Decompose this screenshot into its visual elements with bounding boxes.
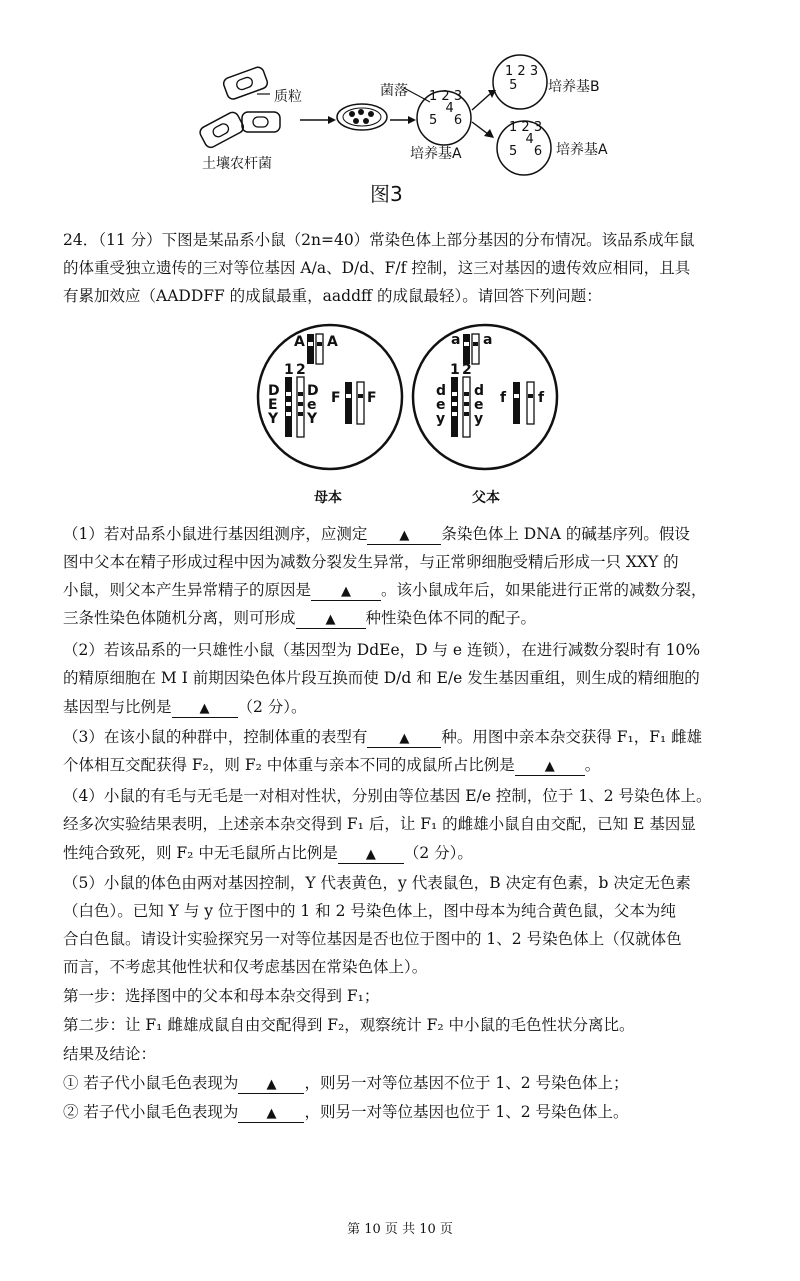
gene-label: D E Y	[268, 383, 280, 427]
figure3-title: 图3	[370, 182, 403, 206]
bacteria-cell	[198, 110, 245, 149]
answer-blank[interactable]: ▲	[172, 701, 238, 718]
gene-label: d e y	[474, 383, 485, 427]
q5-line: （白色）。已知 Y 与 y 位于图中的 1 和 2 号染色体上，图中母本为纯合黄色鼠，父本为纯	[63, 902, 676, 920]
plasmid-label: 质粒	[274, 89, 302, 105]
dish-number: 1	[429, 89, 438, 104]
q5-line: 结果及结论：	[63, 1045, 157, 1063]
dish-number: 2	[441, 89, 450, 104]
q5-line: 第二步：让 F₁ 雌雄成鼠自由交配得到 F₂，观察统计 F₂ 中小鼠的毛色性状分离比。	[63, 1016, 635, 1034]
answer-blank[interactable]: ▲	[311, 584, 381, 601]
answer-blank[interactable]: ▲	[238, 1077, 304, 1094]
q1-line: 图中父本在精子形成过程中因为减数分裂发生异常，与正常卵细胞受精后形成一只 XXY 的	[63, 553, 679, 571]
q4-line: 性纯合致死，则 F₂ 中无毛鼠所占比例是 ▲ （2 分）。	[63, 844, 473, 862]
gene-label: a	[483, 332, 493, 348]
chrom-number: 2	[296, 362, 306, 378]
answer-blank[interactable]: ▲	[338, 847, 404, 864]
dish-number: 4	[445, 101, 454, 116]
father-label: 父本	[472, 490, 500, 506]
q5-line: ② 若子代小鼠毛色表现为 ▲ ，则另一对等位基因也位于 1、2 号染色体上。	[63, 1103, 629, 1121]
q3-line: 个体相互交配获得 F₂，则 F₂ 中体重与亲本不同的成鼠所占比例是 ▲ 。	[63, 756, 601, 774]
answer-blank[interactable]: ▲	[238, 1106, 304, 1123]
colony-label: 菌落	[380, 83, 408, 99]
gene-label: F	[331, 390, 341, 406]
answer-blank[interactable]: ▲	[515, 759, 585, 776]
q24-intro-line: 24．（11 分）下图是某品系小鼠（2n=40）常染色体上部分基因的分布情况。该品系成年鼠	[63, 231, 695, 249]
dishA2-numbers	[509, 122, 542, 158]
q5-line: 而言，不考虑其他性状和仅考虑基因在常染色体上）。	[63, 958, 428, 976]
gene-label: d e y	[436, 383, 447, 427]
page-footer: 第 10 页 共 10 页	[347, 1222, 453, 1237]
q5-line: 合白色鼠。请设计实验探究另一对等位基因是否也位于图中的 1、2 号染色体上（仅就体色	[63, 930, 682, 948]
dish-number: 3	[453, 89, 463, 104]
mediumB-label: 培养基B	[548, 79, 600, 95]
dish-number: 5	[429, 113, 438, 128]
q5-line: 第一步：选择图中的父本和母本杂交得到 F₁；	[63, 987, 380, 1005]
chrom-number: 1	[450, 362, 460, 378]
mediumA-label: 培养基A	[410, 146, 462, 162]
q4-line: 经多次实验结果表明，上述亲本杂交得到 F₁ 后，让 F₁ 的雌雄小鼠自由交配，已知 E 基因显	[63, 815, 696, 833]
chrom-number: 1	[284, 362, 294, 378]
dishB-numbers	[505, 65, 538, 93]
gene-label: F	[367, 390, 377, 406]
dish-number: 2	[521, 120, 530, 135]
mediumA2-label: 培养基A	[556, 142, 608, 158]
dish-number: 6	[453, 113, 463, 128]
q5-line: ① 若子代小鼠毛色表现为 ▲ ，则另一对等位基因不位于 1、2 号染色体上；	[63, 1074, 629, 1092]
bacteria-cell	[242, 112, 280, 132]
dish-number: 6	[533, 144, 543, 159]
q5-line: （5）小鼠的体色由两对基因控制，Y 代表黄色，y 代表鼠色，B 决定有色素，b 决定无色素	[63, 874, 691, 892]
q4-line: （4）小鼠的有毛与无毛是一对相对性状，分别由等位基因 E/e 控制，位于 1、2 号染色体上。	[63, 787, 712, 805]
q2-line: 基因型与比例是 ▲ （2 分）。	[63, 698, 307, 716]
bacteria-cell	[222, 66, 269, 101]
dish-number: 5	[509, 144, 518, 159]
gene-label: f	[500, 390, 507, 406]
gene-label: A	[294, 334, 305, 350]
q1-line: （1）若对品系小鼠进行基因组测序，应测定 ▲ 条染色体上 DNA 的碱基序列。假设	[63, 525, 690, 543]
answer-blank[interactable]: ▲	[296, 612, 366, 629]
dish-number: 3	[533, 120, 543, 135]
dish-number: 2	[517, 64, 526, 79]
dish-number: 1	[505, 64, 514, 79]
gene-label: f	[538, 390, 545, 406]
q2-line: 的精原细胞在 M I 前期因染色体片段互换而使 D/d 和 E/e 发生基因重组，则生成的精细胞的	[63, 669, 700, 687]
q1-line: 三条性染色体随机分离，则可形成 ▲ 种性染色体不同的配子。	[63, 609, 537, 627]
q1-line: 小鼠，则父本产生异常精子的原因是 ▲ 。该小鼠成年后，如果能进行正常的减数分裂，	[63, 581, 707, 599]
dish-number: 4	[525, 132, 534, 147]
answer-blank[interactable]: ▲	[367, 731, 441, 748]
chrom-number: 2	[462, 362, 472, 378]
answer-blank[interactable]: ▲	[367, 528, 441, 545]
dish-number: 3	[529, 64, 539, 79]
dish-number: 5	[509, 78, 518, 93]
q2-line: （2）若该品系的一只雄性小鼠（基因型为 DdEe，D 与 e 连锁），在进行减数分裂时有 10%	[63, 641, 701, 659]
gene-label: A	[327, 334, 338, 350]
q24-intro-line: 有累加效应（AADDFF 的成鼠最重，aaddff 的成鼠最轻）。请回答下列问题：	[63, 287, 602, 305]
gene-label: D e Y	[307, 383, 319, 427]
mother-label: 母本	[314, 490, 342, 506]
q3-line: （3）在该小鼠的种群中，控制体重的表型有 ▲ 种。用图中亲本杂交获得 F₁，F₁ 雌雄	[63, 728, 703, 746]
dish-number: 1	[509, 120, 518, 135]
q24-intro-line: 的体重受独立遗传的三对等位基因 A/a、D/d、F/f 控制，这三对基因的遗传效应相同，且具	[63, 259, 691, 277]
bacteria-label: 土壤农杆菌	[202, 156, 272, 172]
dishA-numbers	[429, 91, 462, 127]
gene-label: a	[451, 332, 461, 348]
